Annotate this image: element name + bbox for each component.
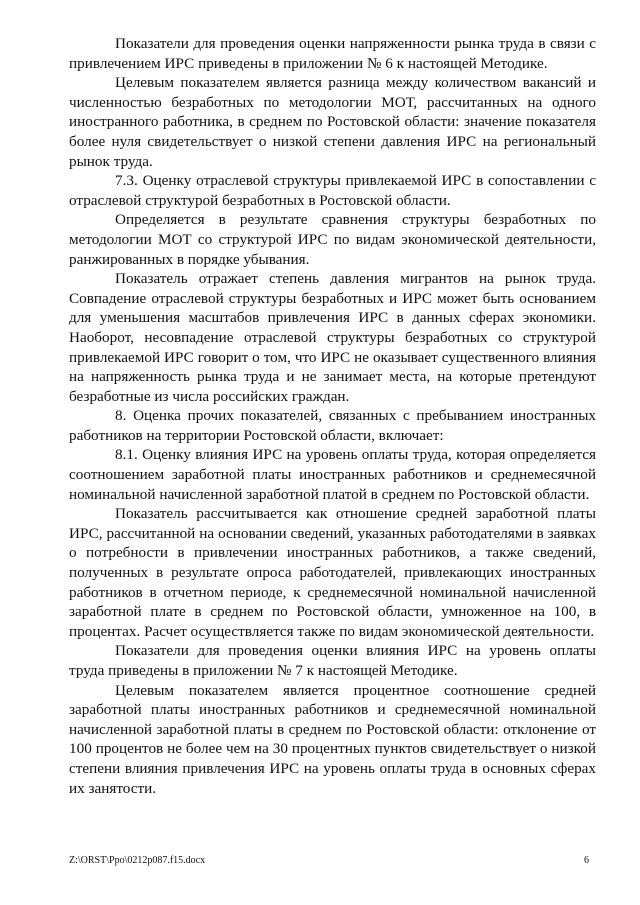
paragraph-labor-market-tension-appendix: Показатели для проведения оценки напряженности рынка труда в связи с привлечением ИРС приведены в приложении № 6 к настоящей Методике. bbox=[69, 35, 596, 72]
page-number: 6 bbox=[584, 855, 589, 866]
footer-file-path: Z:\ORST\Ppo\0212p087.f15.docx bbox=[69, 855, 206, 866]
paragraph-target-indicator-vacancies: Целевым показателем является разница между количеством вакансий и численностью безработных по методологии МОТ, рассчитанных на одного иностранного работника, в среднем по Ростовской области: значение показателя более нуля свидетельствует о низкой степени давления ИРС на региональный рынок труда. bbox=[69, 74, 596, 170]
paragraph-7-3-sector-structure: 7.3. Оценку отраслевой структуры привлекаемой ИРС в сопоставлении с отраслевой структурой безработных в Ростовской области. bbox=[69, 172, 596, 209]
paragraph-8-1-wage-impact: 8.1. Оценку влияния ИРС на уровень оплаты труда, которая определяется соотношением заработной платы иностранных работников и среднемесячной номинальной начисленной заработной платой в среднем по Ростовской области. bbox=[69, 446, 596, 503]
paragraph-wage-impact-appendix: Показатели для проведения оценки влияния ИРС на уровень оплаты труда приведены в приложении № 7 к настоящей Методике. bbox=[69, 642, 596, 679]
paragraph-8-other-indicators: 8. Оценка прочих показателей, связанных с пребыванием иностранных работников на территории Ростовской области, включает: bbox=[69, 407, 596, 444]
paragraph-wage-calculation: Показатель рассчитывается как отношение средней заработной платы ИРС, рассчитанной на основании сведений, указанных работодателями в заявках о потребности в привлечении иностранных работников, а также сведений, полученных в результате опроса работодателей, привлекающих иностранных работников в отчетном периоде, к среднемесячной номинальной начисленной заработной плате в среднем по Ростовской области, умноженное на 100, в процентах. Расчет осуществляется также по видам экономической деятельности. bbox=[69, 505, 596, 640]
paragraph-wage-target-indicator: Целевым показателем является процентное соотношение средней заработной платы иностранных работников и среднемесячной номинальной начисленной заработной платы в среднем по Ростовской области: отклонение от 100 процентов не более чем на 30 процентных пунктов свидетельствует о низкой степени влияния привлечения ИРС на уровень оплаты труда в основных сферах их занятости. bbox=[69, 681, 596, 797]
paragraph-migrant-pressure: Показатель отражает степень давления мигрантов на рынок труда. Совпадение отраслевой структуры безработных и ИРС может быть основанием для уменьшения масштабов привлечения ИРС в данных сферах экономики. Наоборот, несовпадение отраслевой структуры безработных со структурой привлекаемой ИРС говорит о том, что ИРС не оказывает существенного влияния на напряженность рынка труда и не занимает места, на которые претендуют безработные из числа российских граждан. bbox=[69, 270, 596, 405]
paragraph-structure-comparison: Определяется в результате сравнения структуры безработных по методологии МОТ со структурой ИРС по видам экономической деятельности, ранжированных в порядке убывания. bbox=[69, 211, 596, 268]
document-body bbox=[69, 34, 596, 798]
